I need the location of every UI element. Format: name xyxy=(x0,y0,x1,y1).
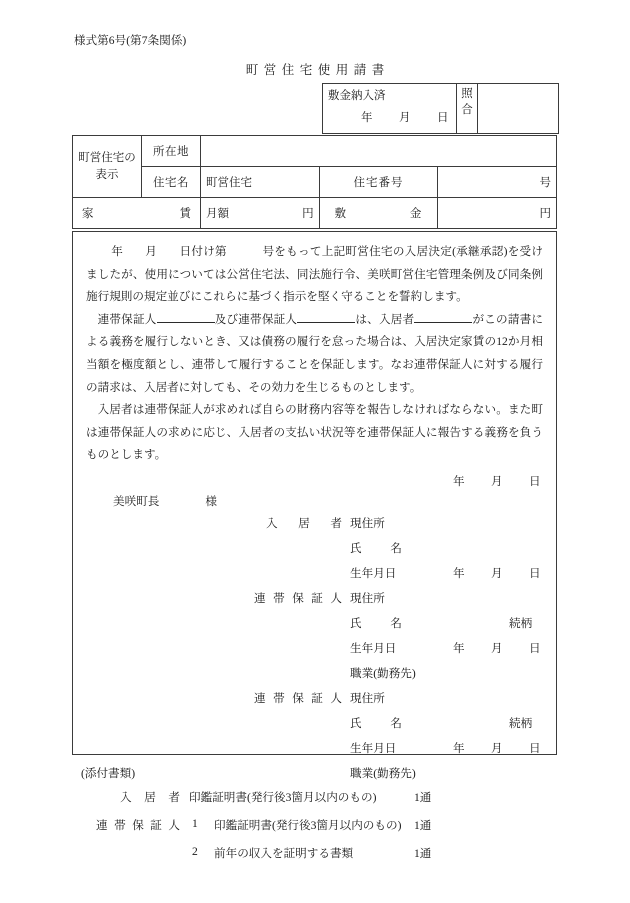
rent-label-b: 賃 xyxy=(179,208,191,220)
rent-label-a: 家 xyxy=(82,208,94,220)
house-name-value[interactable]: 町営住宅 xyxy=(201,167,320,198)
deposit-year-label: 年 xyxy=(361,112,373,124)
rent-unit-label: 円 xyxy=(302,208,314,220)
guarantor1-birth-label: 生年月日 xyxy=(350,641,397,655)
deposit-confirmation-table xyxy=(322,83,559,134)
guarantor2-birth-month-label: 月 xyxy=(491,741,503,755)
guarantor1-name-label[interactable]: 氏名 xyxy=(350,616,402,630)
submission-day-label: 日 xyxy=(529,474,541,488)
document-title: 町営住宅使用請書 xyxy=(245,63,390,77)
guarantor2-birth-date[interactable] xyxy=(453,740,567,756)
deposit-month-label: 月 xyxy=(399,112,411,124)
verify-label-cell: 照合 xyxy=(457,84,478,134)
attachment-document-1: 印鑑証明書(発行後3箇月以内のもの) xyxy=(214,819,402,832)
form-number: 様式第6号(第7条関係) xyxy=(74,35,187,47)
attachment-index-1: 1 xyxy=(192,817,198,830)
rent-monthly-cell[interactable] xyxy=(201,198,320,229)
pledge-paragraph-3: 入居者は連帯保証人が求めれば自らの財務内容等を報告しなければならない。また町は連帯保証人の求めに応じ、入居者の支払い状況等を連帯保証人に報告する義務を負うものとします。 xyxy=(86,403,543,462)
resident-birth-day-label: 日 xyxy=(529,566,541,580)
deposit-amount-cell[interactable]: 円 xyxy=(438,198,557,229)
deposit-label-cell xyxy=(319,198,438,229)
resident-blank[interactable] xyxy=(414,311,472,323)
guarantor-b-blank[interactable] xyxy=(297,311,355,323)
addressee-honorific: 様 xyxy=(205,494,217,508)
attachment-document-0: 印鑑証明書(発行後3箇月以内のもの) xyxy=(189,791,377,804)
resident-role-label: 入居者 xyxy=(266,516,342,530)
attachments-title: (添付書類) xyxy=(81,767,136,780)
decision-date-line xyxy=(86,245,179,258)
property-info-table xyxy=(72,135,557,229)
guarantor2-name-label[interactable]: 氏名 xyxy=(350,716,402,730)
submission-month-label: 月 xyxy=(491,474,503,488)
guarantor2-birth-day-label: 日 xyxy=(529,741,541,755)
guarantor2-relation-label[interactable]: 続柄 xyxy=(509,716,533,730)
addressee xyxy=(113,493,217,509)
resident-label: は、入居者 xyxy=(355,312,415,326)
attachment-who-1: 連帯保証人 xyxy=(96,819,180,832)
deposit-label-a: 敷 xyxy=(334,208,348,220)
guarantor1-relation-label[interactable]: 続柄 xyxy=(509,616,533,630)
attachment-count-2: 1通 xyxy=(414,847,432,860)
pledge-paragraph-1 xyxy=(86,241,543,309)
location-label: 所在地 xyxy=(142,136,201,167)
pledge-paragraph-2-text: がこの請書による義務を履行しないとき、又は債務の履行を怠った場合は、入居決定家賃の12か月相当額を極度額とし、連帯して履行することを保証します。なお連帯保証人に対する履行の請求は、入居者に対しても、その効力を生じるものとします。 xyxy=(86,312,543,394)
location-value[interactable] xyxy=(201,136,557,167)
resident-birth-date[interactable] xyxy=(453,565,567,581)
resident-birth-label: 生年月日 xyxy=(350,566,397,580)
submission-date xyxy=(453,473,567,489)
guarantor-a-label: 連帯保証人 xyxy=(97,312,157,326)
attachment-document-2: 前年の収入を証明する書類 xyxy=(214,847,354,860)
guarantor2-occupation-label[interactable]: 職業(勤務先) xyxy=(350,766,416,780)
guarantor1-occupation-label[interactable]: 職業(勤務先) xyxy=(350,666,416,680)
house-number-value[interactable]: 号 xyxy=(438,167,557,198)
table-row xyxy=(73,136,557,167)
pledge-paragraph-1-text: 日付け第 号をもって上記町営住宅の入居決定(承継承認)を受けましたが、使用については公営住宅法、同法施行令、美咲町営住宅管理条例及び同条例施行規則の規定並びにこれらに基づく指示を堅く守ることを誓約します。 xyxy=(86,245,543,304)
attachments-section xyxy=(72,765,572,873)
property-row-header: 町営住宅の表示 xyxy=(73,136,142,198)
deposit-label-b: 金 xyxy=(409,208,423,220)
list-item xyxy=(72,817,572,845)
attachment-index-2: 2 xyxy=(192,845,198,858)
guarantor1-birth-month-label: 月 xyxy=(491,641,503,655)
guarantor1-address-label[interactable]: 現住所 xyxy=(350,591,385,605)
guarantor-b-label: 及び連帯保証人 xyxy=(214,312,298,326)
table-row xyxy=(73,167,557,198)
guarantor2-address-label[interactable]: 現住所 xyxy=(350,691,385,705)
list-item xyxy=(72,845,572,873)
table-row xyxy=(73,198,557,229)
guarantor1-birth-day-label: 日 xyxy=(529,641,541,655)
resident-birth-year-label: 年 xyxy=(453,566,465,580)
decision-month-label: 月 xyxy=(145,245,157,258)
decision-year-label: 年 xyxy=(111,245,123,258)
guarantor2-role-label: 連帯保証人 xyxy=(254,691,342,705)
guarantor1-birth-date[interactable] xyxy=(453,640,567,656)
guarantor1-birth-year-label: 年 xyxy=(453,641,465,655)
guarantor2-birth-label: 生年月日 xyxy=(350,741,397,755)
pledge-paragraph-2 xyxy=(86,309,543,399)
attachment-count-1: 1通 xyxy=(414,819,432,832)
deposit-day-label: 日 xyxy=(437,112,449,124)
guarantor2-birth-year-label: 年 xyxy=(453,741,465,755)
rent-label-cell xyxy=(73,198,201,229)
house-name-label: 住宅名 xyxy=(142,167,201,198)
verify-stamp-cell[interactable] xyxy=(478,84,559,134)
rent-monthly-label: 月額 xyxy=(206,208,229,220)
resident-address-label[interactable]: 現住所 xyxy=(350,516,385,530)
addressee-name: 美咲町長 xyxy=(113,494,160,508)
resident-name-label[interactable]: 氏名 xyxy=(350,541,402,555)
deposit-paid-cell xyxy=(323,84,457,134)
deposit-paid-label: 敷金納入済 xyxy=(328,90,386,102)
attachment-count-0: 1通 xyxy=(414,791,432,804)
submission-year-label: 年 xyxy=(453,474,465,488)
deposit-paid-date xyxy=(361,109,475,125)
guarantor-a-blank[interactable] xyxy=(157,311,215,323)
house-number-label: 住宅番号 xyxy=(319,167,438,198)
guarantor1-role-label: 連帯保証人 xyxy=(254,591,342,605)
attachment-who-0: 入居者 xyxy=(120,791,180,804)
list-item xyxy=(72,789,572,817)
resident-birth-month-label: 月 xyxy=(491,566,503,580)
